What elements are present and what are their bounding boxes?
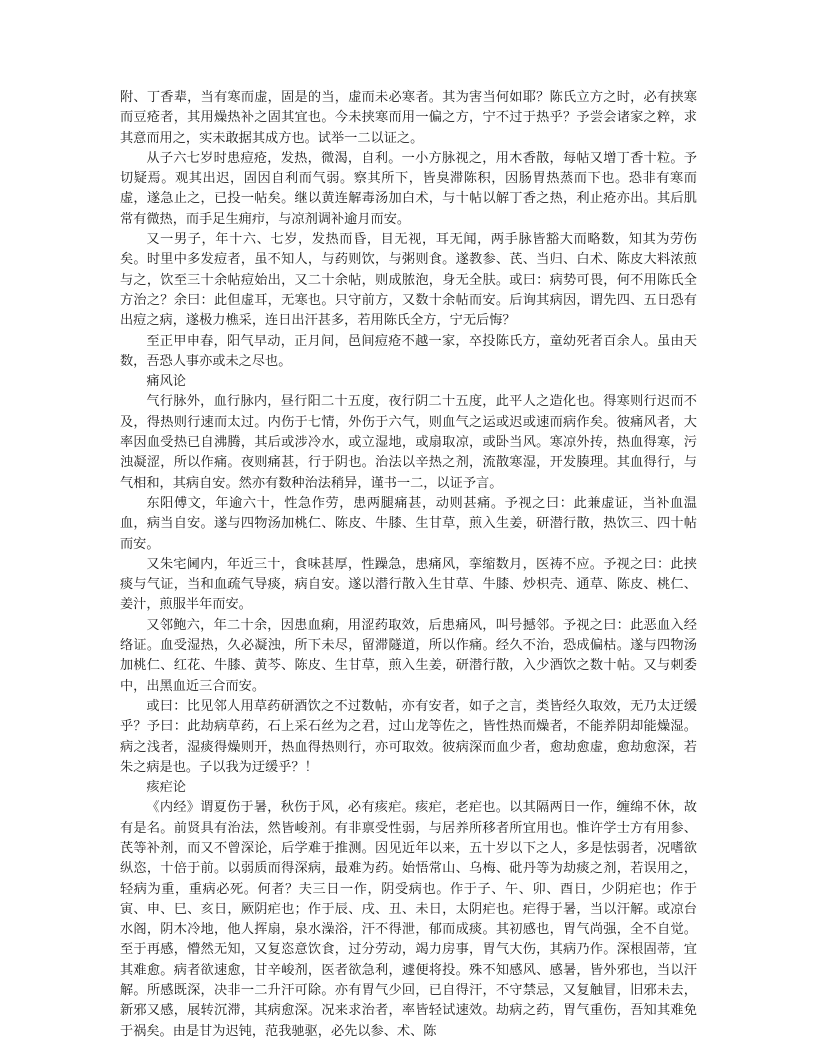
- document-body: [120, 88, 697, 1042]
- paragraph-2: 从子六七岁时患痘疮，发热，微渴，自利。一小方脉视之，用木香散，每帖又增丁香十粒。予切疑焉。观其出迟，固因自利而气弱。察其所下，皆臭滞陈积，因肠胃热蒸而下也。恐非有寒而虚，遂急止之，已投一帖矣。继以黄连解毒汤加白术，与十帖以解丁香之热，利止疮亦出。其后肌常有微热，而手足生痈疖，与凉剂调补逾月而安。: [120, 150, 697, 227]
- paragraph-7: 又朱宅阃内，年近三十，食味甚厚，性躁急，患痛风，挛缩数月，医祷不应。予视之曰：此挟痰与气证，当和血疏气导痰，病自安。遂以潜行散入生甘草、牛膝、炒枳壳、通草、陈皮、桃仁、姜汁，煎服半年而安。: [120, 556, 697, 613]
- paragraph-3: 又一男子，年十六、七岁，发热而昏，目无视，耳无闻，两手脉皆豁大而略数，知其为劳伤矣。时里中多发痘者，虽不知人，与药则饮，与粥则食。遂教参、芪、当归、白术、陈皮大料浓煎与之，饮至三十余帖痘始出，又二十余帖，则成脓泡，身无全肤。或曰：病势可畏，何不用陈氏全方治之？余曰：此但虚耳，无寒也。只守前方，又数十余帖而安。后询其病因，谓先四、五日恐有出痘之病，遂极力樵采，连日出汗甚多，若用陈氏全方，宁无后悔？: [120, 232, 697, 329]
- section-heading-tongfeng: 痛风论: [146, 374, 186, 390]
- section-heading-jienue: 痎疟论: [146, 780, 186, 796]
- paragraph-9: 或曰：比见邻人用草药研酒饮之不过数帖，亦有安者，如子之言，类皆经久取效，无乃太迂缓乎？予曰：此劫病草药，石上采石丝为之君，过山龙等佐之，皆性热而燥者，不能养阴却能燥湿。病之浅者，湿痰得燥则开，热血得热则行，亦可取效。彼病深而血少者，愈劫愈虚，愈劫愈深，若朱之病是也。子以我为迂缓乎？！: [120, 698, 697, 775]
- paragraph-8: 又邻鲍六，年二十余，因患血痢，用涩药取效，后患痛风，叫号撼邻。予视之曰：此恶血入经络证。血受湿热，久必凝浊，所下未尽，留滞隧道，所以作痛。经久不治，恐成偏枯。遂与四物汤加桃仁、红花、牛膝、黄芩、陈皮、生甘草，煎入生姜，研潜行散，入少酒饮之数十帖。又与刺委中，出黑血近三合而安。: [120, 617, 697, 694]
- paragraph-5: 气行脉外，血行脉内，昼行阳二十五度，夜行阴二十五度，此平人之造化也。得寒则行迟而不及，得热则行速而太过。内伤于七情，外伤于六气，则血气之运或迟或速而病作矣。彼痛风者，大率因血受热已自沸腾，其后或涉冷水，或立湿地，或扇取凉，或卧当风。寒凉外抟，热血得寒，污浊凝涩，所以作痛。夜则痛甚，行于阴也。治法以辛热之剂，流散寒湿，开发腠理。其血得行，与气相和，其病自安。然亦有数种治法稍异，谨书一二，以证予言。: [120, 394, 697, 491]
- paragraph-1: 附、丁香辈，当有寒而虚，固是的当，虚而未必寒者。其为害当何如耶？陈氏立方之时，必有挟寒而豆疮者，其用燥热补之固其宜也。今未挟寒而用一偏之方，宁不过于热乎？予尝会诸家之粹，求其意而用之，实未敢据其成方也。试举一二以证之。: [120, 90, 697, 146]
- paragraph-6: 东阳傅文，年逾六十，性急作劳，患两腿痛甚，动则甚痛。予视之曰：此兼虚证，当补血温血，病当自安。遂与四物汤加桃仁、陈皮、牛膝、生甘草，煎入生姜，研潜行散，热饮三、四十帖而安。: [120, 495, 697, 552]
- paragraph-10: 《内经》谓夏伤于暑，秋伤于风，必有痎疟。痎疟，老疟也。以其隔两日一作，缠绵不休，故有是名。前贤具有治法，然皆峻剂。有非禀受性弱，与居养所移者所宜用也。惟许学士方有用参、芪等补剂，而又不曾深论，后学难于推测。因见近年以来，五十岁以下之人，多是怯弱者，况嗜欲纵恣，十倍于前。以弱质而得深病，最难为药。始悟常山、乌梅、砒丹等为劫痰之剂，若误用之，轻病为重，重病必死。何者？夫三日一作，阴受病也。作于子、午、卯、酉日，少阴疟也；作于寅、申、巳、亥日，厥阴疟也；作于辰、戌、丑、未日，太阴疟也。疟得于暑，当以汗解。或凉台水阁，阴木冷地，他人挥扇，泉水澡浴，汗不得泄，郁而成痰。其初感也，胃气尚强，全不自觉。至于再感，懵然无知，又复恣意饮食，过分劳动，竭力房事，胃气大伤，其病乃作。深根固蒂，宜其难愈。病者欲速愈，甘辛峻剂，医者欲急利，遽便将投。殊不知感风、感暑，皆外邪也，当以汗解。所感既深，决非一二升汗可除。亦有胃气少回，已自得汗，不守禁忌，又复触冒，旧邪未去，新邪又感，展转沉滞，其病愈深。况来求治者，率皆轻试速效。劫病之药，胃气重伤，吾知其难免于祸矣。由是甘为迟钝，范我驰驱，必先以参、术、陈: [120, 800, 697, 1039]
- paragraph-4: 至正甲申春，阳气早动，正月间，邑间痘疮不越一家，卒投陈氏方，童幼死者百余人。虽由天数，吾恐人事亦或未之尽也。: [120, 333, 697, 369]
